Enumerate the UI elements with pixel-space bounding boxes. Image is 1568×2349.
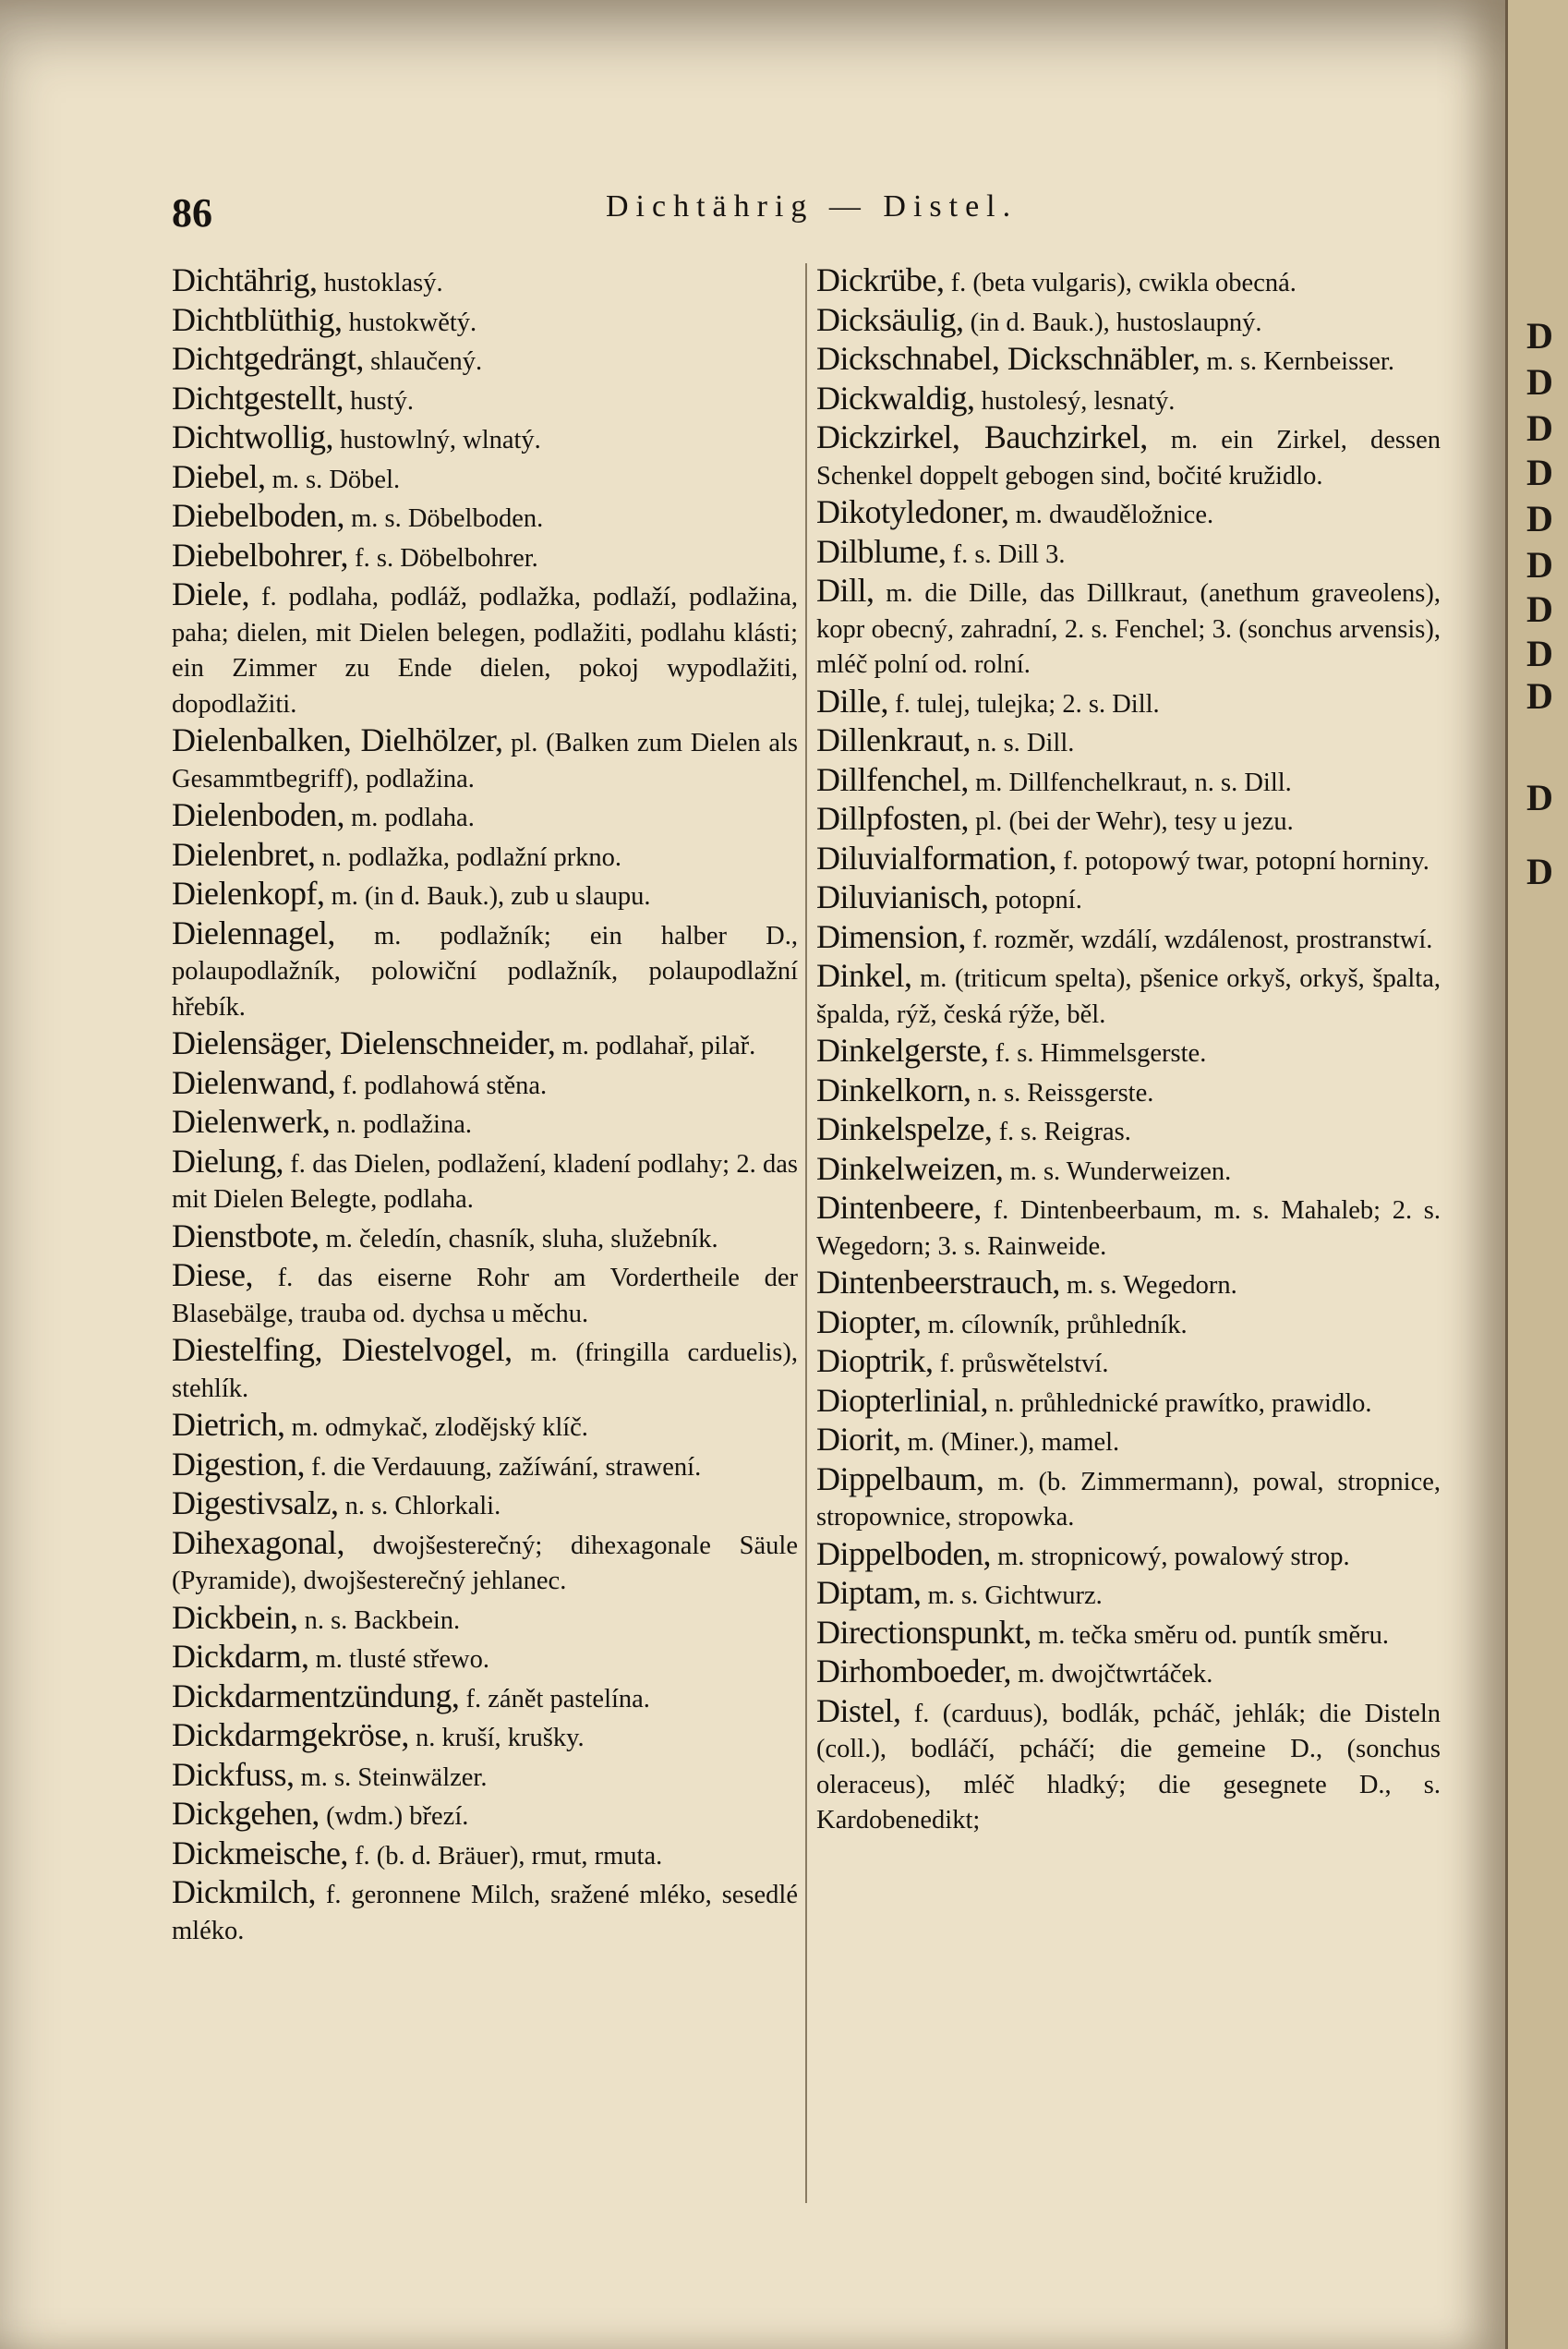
entry-definition: f. tulej, tulejka; 2. s. Dill. bbox=[887, 689, 1160, 719]
entry-headword: Dillpfosten, bbox=[816, 800, 969, 837]
entry-headword: Diptam, bbox=[816, 1574, 922, 1611]
dictionary-entry bbox=[816, 684, 1441, 722]
dictionary-entry bbox=[172, 1797, 798, 1834]
dictionary-entry bbox=[816, 760, 1441, 801]
entry-headword: Diebel, bbox=[172, 457, 266, 495]
dictionary-entry bbox=[172, 1063, 798, 1104]
dictionary-entry bbox=[172, 1333, 798, 1406]
entry-headword: Diluvialformation, bbox=[816, 839, 1056, 877]
entry-definition: m. s. Steinwälzer. bbox=[294, 1762, 488, 1792]
entry-definition: f. (carduus), bodlák, pcháč, jehlák; die Disteln (coll.), bodláčí, pcháčí; die gemeine D., (sonchus oleraceus), mléč hladký; die gesegnete D., s. Kardobenedikt; bbox=[816, 1699, 1441, 1834]
entry-definition: pl. (bei der Wehr), tesy u jezu. bbox=[968, 807, 1294, 836]
dictionary-entry bbox=[816, 342, 1441, 380]
entry-definition: f. das eiserne Rohr am Vordertheile der Blasebälge, trauba od. dychsa u měchu. bbox=[172, 1264, 798, 1328]
entry-definition: n. kruší, krušky. bbox=[408, 1724, 585, 1752]
dictionary-entry bbox=[172, 1105, 798, 1143]
entry-definition: m. (b. Zimmermann), powal, stropnice, stropownice, stropowka. bbox=[816, 1467, 1441, 1532]
entry-headword: Dielenkopf, bbox=[172, 875, 325, 912]
dictionary-entry bbox=[172, 1408, 798, 1446]
entry-definition: n. s. Backbein. bbox=[297, 1605, 461, 1635]
dictionary-entry bbox=[816, 1034, 1441, 1072]
dictionary-entry bbox=[816, 1302, 1441, 1343]
adjacent-page-letter: D bbox=[1526, 777, 1553, 818]
adjacent-page-letter: D bbox=[1526, 851, 1553, 892]
entry-definition: n. s. Reissgerste. bbox=[971, 1078, 1154, 1108]
entry-headword: Diopter, bbox=[816, 1302, 922, 1340]
entry-definition: m. podlahař, pilař. bbox=[555, 1032, 756, 1060]
entry-definition: f. průswětelství. bbox=[933, 1350, 1109, 1378]
entry-definition: m. podlažník; ein halber D., polaupodlažník, polowiční podlažník, polaupodlažní hřebík. bbox=[172, 921, 798, 1022]
entry-definition: m. dwojčtwrtáček. bbox=[1011, 1660, 1213, 1689]
entry-headword: Dintenbeere, bbox=[816, 1189, 982, 1226]
entry-definition: m. (fringilla carduelis), stehlík. bbox=[172, 1338, 798, 1403]
dictionary-entry bbox=[172, 916, 798, 1025]
dictionary-entry bbox=[172, 1679, 798, 1717]
entry-definition: f. rozměr, wzdálí, wzdálenost, prostranstwí. bbox=[966, 925, 1433, 954]
entry-headword: Dill, bbox=[816, 572, 874, 609]
entry-definition: f. s. Reigras. bbox=[992, 1118, 1131, 1146]
dictionary-entry bbox=[172, 536, 798, 576]
entry-headword: Dielenbalken, Dielhölzer, bbox=[172, 721, 503, 758]
entry-definition: m. dwauděložnice. bbox=[1008, 501, 1214, 529]
entry-headword: Diluvianisch, bbox=[816, 878, 989, 915]
entry-definition: pl. (Balken zum Dielen als Gesammtbegriff), podlažina. bbox=[172, 729, 798, 793]
entry-definition: hustý. bbox=[343, 386, 414, 416]
dictionary-entry bbox=[172, 1523, 798, 1599]
entry-headword: Directionspunkt, bbox=[816, 1613, 1031, 1651]
entry-definition: m. die Dille, das Dillkraut, (anethum graveolens), kopr obecný, zahradní, 2. s. Fenchel; 3. (sonchus arvensis), mléč polní od. rolní. bbox=[816, 579, 1441, 679]
entry-definition: m. (Miner.), mamel. bbox=[900, 1428, 1120, 1457]
entry-headword: Dioptrik, bbox=[816, 1342, 934, 1379]
dictionary-entry bbox=[172, 381, 798, 419]
dictionary-entry bbox=[816, 959, 1441, 1032]
dictionary-entry bbox=[172, 835, 798, 876]
entry-headword: Dietrich, bbox=[172, 1406, 285, 1443]
entry-headword: Dickdarmentzündung, bbox=[172, 1677, 460, 1714]
dictionary-entry bbox=[816, 1265, 1441, 1303]
entry-headword: Dielennagel, bbox=[172, 914, 335, 951]
adjacent-page-letter: D bbox=[1526, 633, 1553, 674]
entry-definition: m. s. Döbelboden. bbox=[344, 504, 544, 533]
entry-headword: Dichtährig, bbox=[172, 261, 318, 298]
dictionary-entry bbox=[816, 1191, 1441, 1264]
entry-definition: m. (triticum spelta), pšenice orkyš, orkyš, špalta, špalda, rýž, česká rýže, běl. bbox=[816, 964, 1441, 1029]
page-number: 86 bbox=[172, 190, 212, 236]
entry-headword: Dielenwand, bbox=[172, 1063, 336, 1101]
entry-headword: Dilblume, bbox=[816, 532, 947, 570]
entry-definition: f. podlaha, podláž, podlažka, podlaží, podlažina, paha; dielen, mit Dielen belegen, podlažiti, podlahu klásti; ein Zimmer zu Ende dielen, pokoj wypodlažiti, dopodlažiti. bbox=[172, 583, 798, 719]
entry-headword: Dielenbret, bbox=[172, 835, 316, 873]
dictionary-entry bbox=[816, 917, 1441, 958]
entry-headword: Dinkel, bbox=[816, 957, 912, 994]
entry-headword: Dienstbote, bbox=[172, 1217, 320, 1254]
entry-definition: shlaučený. bbox=[363, 347, 483, 376]
adjacent-page-letter: D bbox=[1526, 361, 1553, 403]
entry-definition: f. s. Dill 3. bbox=[946, 539, 1066, 569]
entry-definition: hustoklasý. bbox=[317, 269, 443, 297]
entry-headword: Dillfenchel, bbox=[816, 760, 969, 798]
entry-headword: Dielensäger, Dielenschneider, bbox=[172, 1024, 556, 1061]
entry-headword: Dimension, bbox=[816, 917, 966, 955]
dictionary-entry bbox=[172, 342, 798, 380]
entry-headword: Dichtgedrängt, bbox=[172, 340, 364, 377]
entry-definition: m. s. Wunderweizen. bbox=[1003, 1156, 1232, 1186]
dictionary-entry bbox=[816, 1534, 1441, 1575]
entry-headword: Diele, bbox=[172, 575, 249, 612]
entry-definition: hustokwětý. bbox=[342, 308, 477, 337]
dictionary-entry bbox=[172, 1447, 798, 1485]
entry-headword: Dickwaldig, bbox=[816, 379, 975, 417]
left-column bbox=[172, 263, 798, 1950]
dictionary-entry bbox=[172, 1026, 798, 1064]
entry-headword: Dinkelgerste, bbox=[816, 1032, 989, 1069]
page-header bbox=[172, 189, 1446, 245]
entry-definition: f. potopowý twar, potopní horniny. bbox=[1055, 846, 1429, 876]
entry-definition: m. Dillfenchelkraut, n. s. Dill. bbox=[968, 768, 1292, 797]
dictionary-entry bbox=[816, 381, 1441, 419]
dictionary-entry bbox=[172, 798, 798, 836]
entry-definition: n. s. Chlorkali. bbox=[338, 1492, 501, 1520]
dictionary-entry bbox=[172, 577, 798, 721]
entry-definition: m. s. Döbel. bbox=[265, 465, 401, 494]
dictionary-entry bbox=[816, 802, 1441, 840]
entry-definition: f. podlahowá stěna. bbox=[335, 1071, 548, 1100]
adjacent-page-letter: D bbox=[1526, 675, 1553, 717]
entry-headword: Digestion, bbox=[172, 1445, 305, 1483]
dictionary-entry bbox=[816, 1576, 1441, 1614]
entry-definition: m. cílowník, průhledník. bbox=[921, 1310, 1188, 1339]
entry-headword: Dickmeische, bbox=[172, 1834, 348, 1871]
entry-definition: f. zánět pastelína. bbox=[459, 1684, 650, 1713]
entry-definition: m. s. Wegedorn. bbox=[1059, 1271, 1237, 1300]
entry-headword: Dintenbeerstrauch, bbox=[816, 1264, 1060, 1301]
entry-headword: Diese, bbox=[172, 1256, 253, 1293]
entry-headword: Dinkelspelze, bbox=[816, 1110, 993, 1147]
dictionary-entry bbox=[816, 1381, 1441, 1422]
entry-definition: m. s. Kernbeisser. bbox=[1200, 347, 1394, 376]
entry-headword: Dinkelweizen, bbox=[816, 1149, 1004, 1187]
dictionary-entry bbox=[816, 1654, 1441, 1692]
entry-definition: f. Dintenbeerbaum, m. s. Mahaleb; 2. s. Wegedorn; 3. s. Rainweide. bbox=[816, 1196, 1441, 1261]
entry-headword: Diebelboden, bbox=[172, 497, 344, 534]
dictionary-entry bbox=[172, 1836, 798, 1874]
entry-headword: Dippelboden, bbox=[816, 1534, 991, 1572]
dictionary-entry bbox=[172, 1598, 798, 1639]
adjacent-page-letter: D bbox=[1526, 315, 1553, 357]
dictionary-entry bbox=[816, 723, 1441, 761]
dictionary-entry bbox=[172, 1258, 798, 1331]
entry-definition: n. průhlednické prawítko, prawidlo. bbox=[987, 1388, 1372, 1418]
entry-definition: m. ein Zirkel, dessen Schenkel doppelt gebogen sind, bočité kružidlo. bbox=[816, 426, 1441, 490]
dictionary-entry bbox=[816, 574, 1441, 683]
dictionary-entry bbox=[816, 1112, 1441, 1150]
adjacent-page-edge bbox=[1505, 0, 1568, 2349]
dictionary-entry bbox=[816, 300, 1441, 341]
adjacent-page-letter: D bbox=[1526, 544, 1553, 586]
entry-headword: Dichtblüthig, bbox=[172, 300, 343, 338]
entry-definition: potopní. bbox=[988, 886, 1082, 914]
entry-definition: f. (b. d. Bräuer), rmut, rmuta. bbox=[347, 1841, 663, 1871]
dictionary-entry bbox=[172, 1486, 798, 1524]
entry-headword: Diopterlinial, bbox=[816, 1381, 988, 1419]
entry-headword: Distel, bbox=[816, 1691, 901, 1729]
entry-headword: Dippelbaum, bbox=[816, 1459, 984, 1497]
entry-headword: Dihexagonal, bbox=[172, 1523, 344, 1561]
dictionary-entry bbox=[172, 1219, 798, 1257]
dictionary-entry bbox=[816, 1073, 1441, 1111]
adjacent-page-letter: D bbox=[1526, 407, 1553, 449]
dictionary-entry bbox=[172, 300, 798, 341]
entry-headword: Dille, bbox=[816, 682, 888, 720]
entry-headword: Dichtgestellt, bbox=[172, 379, 344, 417]
entry-headword: Diebelbohrer, bbox=[172, 536, 348, 574]
dictionary-entry bbox=[816, 532, 1441, 573]
dictionary-entry bbox=[172, 723, 798, 796]
entry-headword: Dichtwollig, bbox=[172, 418, 333, 455]
dictionary-entry bbox=[816, 263, 1441, 301]
dictionary-entry bbox=[172, 1144, 798, 1217]
dictionary-entry bbox=[172, 499, 798, 537]
dictionary-entry bbox=[816, 1459, 1441, 1535]
entry-headword: Digestivsalz, bbox=[172, 1484, 339, 1521]
dictionary-entry bbox=[816, 1149, 1441, 1190]
entry-definition: hustowlný, wlnatý. bbox=[332, 426, 541, 454]
entry-headword: Dickdarm, bbox=[172, 1638, 309, 1675]
dictionary-entry bbox=[172, 457, 798, 498]
dictionary-entry bbox=[816, 839, 1441, 879]
entry-definition: m. s. Gichtwurz. bbox=[921, 1581, 1103, 1610]
dictionary-entry bbox=[172, 1875, 798, 1948]
entry-headword: Dielung, bbox=[172, 1142, 283, 1180]
entry-headword: Dickrübe, bbox=[816, 261, 945, 298]
entry-definition: f. s. Döbelbohrer. bbox=[347, 543, 538, 573]
entry-definition: m. tečka směru od. puntík směru. bbox=[1031, 1620, 1390, 1650]
right-column bbox=[816, 263, 1441, 1840]
entry-definition: m. (in d. Bauk.), zub u slaupu. bbox=[324, 882, 651, 911]
entry-definition: f. das Dielen, podlažení, kladení podlahy; 2. das mit Dielen Belegte, podlaha. bbox=[172, 1149, 798, 1214]
entry-definition: f. geronnene Milch, sražené mléko, sesedlé mléko. bbox=[172, 1881, 798, 1945]
entry-headword: Diorit, bbox=[816, 1421, 901, 1458]
entry-definition: m. stropnicowý, powalowý strop. bbox=[990, 1542, 1350, 1571]
dictionary-entry bbox=[172, 1755, 798, 1796]
entry-headword: Dickdarmgekröse, bbox=[172, 1716, 409, 1753]
entry-definition: f. die Verdauung, zažíwání, strawení. bbox=[305, 1452, 702, 1482]
dictionary-entry bbox=[816, 495, 1441, 533]
entry-headword: Dickmilch, bbox=[172, 1873, 316, 1910]
entry-headword: Dillenkraut, bbox=[816, 721, 971, 758]
dictionary-entry bbox=[816, 1691, 1441, 1838]
dictionary-entry bbox=[172, 1718, 798, 1756]
entry-headword: Dicksäulig, bbox=[816, 300, 964, 338]
dictionary-entry bbox=[816, 1613, 1441, 1653]
entry-definition: m. tlusté střewo. bbox=[308, 1645, 489, 1674]
dictionary-entry bbox=[816, 420, 1441, 493]
entry-definition: dwojšesterečný; dihexagonale Säule (Pyramide), dwojšesterečný jehlanec. bbox=[172, 1531, 798, 1595]
dictionary-entry bbox=[816, 1423, 1441, 1460]
adjacent-page-letter: D bbox=[1526, 452, 1553, 493]
entry-definition: n. s. Dill. bbox=[970, 729, 1075, 757]
entry-definition: hustolesý, lesnatý. bbox=[974, 386, 1176, 416]
entry-definition: m. čeledín, chasník, sluha, služebník. bbox=[319, 1224, 718, 1253]
entry-headword: Dickgehen, bbox=[172, 1795, 320, 1832]
entry-headword: Dickschnabel, Dickschnäbler, bbox=[816, 340, 1200, 377]
entry-definition: m. odmykač, zlodějský klíč. bbox=[284, 1413, 588, 1442]
running-head: Dichtährig — Distel. bbox=[606, 189, 1019, 224]
dictionary-entry bbox=[172, 1640, 798, 1677]
entry-definition: m. podlaha. bbox=[344, 804, 475, 832]
entry-headword: Dielenwerk, bbox=[172, 1103, 331, 1140]
entry-headword: Diestelfing, Diestelvogel, bbox=[172, 1331, 513, 1368]
entry-headword: Dirhomboeder, bbox=[816, 1653, 1011, 1689]
dictionary-entry bbox=[816, 1344, 1441, 1382]
entry-headword: Dikotyledoner, bbox=[816, 493, 1009, 530]
entry-definition: n. podlažka, podlažní prkno. bbox=[315, 842, 622, 872]
entry-headword: Dielenboden, bbox=[172, 796, 344, 833]
dictionary-entry bbox=[172, 877, 798, 914]
entry-definition: f. s. Himmelsgerste. bbox=[988, 1039, 1207, 1068]
entry-headword: Dickzirkel, Bauchzirkel, bbox=[816, 418, 1148, 455]
entry-definition: (wdm.) březí. bbox=[319, 1802, 469, 1831]
adjacent-page-letter: D bbox=[1526, 498, 1553, 539]
entry-headword: Dickfuss, bbox=[172, 1755, 295, 1793]
dictionary-entry bbox=[172, 420, 798, 458]
entry-definition: (in d. Bauk.), hustoslaupný. bbox=[963, 308, 1262, 337]
entry-headword: Dickbein, bbox=[172, 1598, 298, 1636]
dictionary-entry bbox=[172, 263, 798, 301]
entry-headword: Dinkelkorn, bbox=[816, 1071, 971, 1108]
adjacent-page-letter: D bbox=[1526, 588, 1553, 630]
entry-definition: f. (beta vulgaris), cwikla obecná. bbox=[944, 269, 1297, 297]
dictionary-entry bbox=[816, 880, 1441, 918]
column-divider bbox=[805, 263, 807, 2203]
entry-definition: n. podlažina. bbox=[330, 1110, 472, 1139]
